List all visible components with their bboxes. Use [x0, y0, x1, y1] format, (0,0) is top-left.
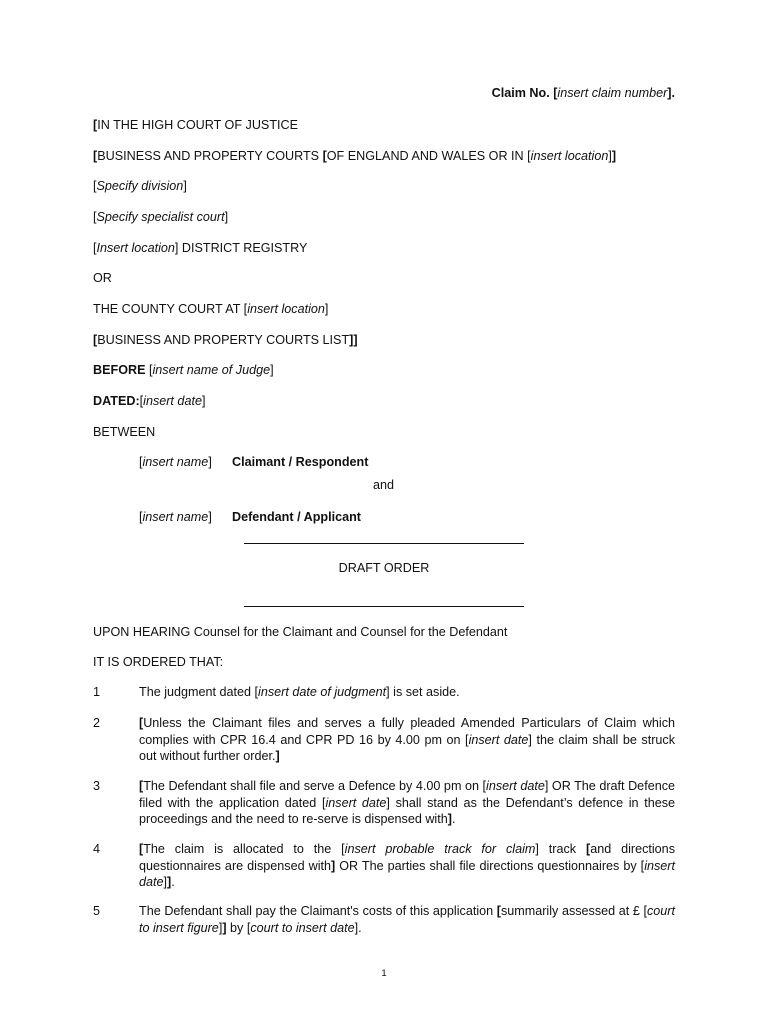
- paragraph-1: The judgment dated [insert date of judgment] is set aside.: [139, 685, 460, 699]
- defendant-role: Defendant / Applicant: [232, 510, 361, 524]
- paragraph-4: [The claim is allocated to the [insert probable track for claim] track [and directions questionnaires are dispensed with] OR The parties shall file directions questionnaires by [insert date]].: [139, 842, 675, 889]
- ordered-line: IT IS ORDERED THAT:: [93, 655, 224, 669]
- court-line-list: [BUSINESS AND PROPERTY COURTS LIST]]: [93, 333, 358, 347]
- paragraph-1-number: 1: [93, 685, 101, 699]
- paragraph-2-number: 2: [93, 716, 101, 730]
- court-line-county: THE COUNTY COURT AT [insert location]: [93, 302, 329, 316]
- claim-number: Claim No. [insert claim number].: [491, 86, 675, 100]
- between-line: BETWEEN: [93, 425, 156, 439]
- court-line-specialist: [Specify specialist court]: [93, 210, 229, 224]
- defendant-name-placeholder: [insert name]: [139, 510, 212, 524]
- upon-hearing-line: UPON HEARING Counsel for the Claimant and Counsel for the Defendant: [93, 625, 508, 639]
- court-line-division: [Specify division]: [93, 179, 187, 193]
- paragraph-3: [The Defendant shall file and serve a Defence by 4.00 pm on [insert date] OR The draft Defence filed with the application dated [insert date] shall stand as the Defendant’s defence in these proceedings and the need to re-serve is dispensed with].: [139, 779, 675, 826]
- paragraph-3-number: 3: [93, 779, 101, 793]
- and-separator: and: [373, 478, 395, 492]
- claimant-role: Claimant / Respondent: [232, 455, 369, 469]
- title-rule-top: [244, 543, 524, 544]
- paragraph-5-number: 5: [93, 904, 101, 918]
- court-line-high-court: [IN THE HIGH COURT OF JUSTICE: [93, 118, 299, 132]
- paragraph-5: The Defendant shall pay the Claimant's costs of this application [summarily assessed at £ [court to insert figure]] by [court to insert date].: [139, 904, 675, 935]
- dated-line: DATED:[insert date]: [93, 394, 206, 408]
- party-defendant: [0, 509, 768, 525]
- paragraph-4-number: 4: [93, 842, 101, 856]
- court-line-business-property: [BUSINESS AND PROPERTY COURTS [OF ENGLAND AND WALES OR IN [insert location]]: [93, 149, 617, 163]
- title-rule-bottom: [244, 606, 524, 607]
- court-line-district-registry: [Insert location] DISTRICT REGISTRY: [93, 241, 308, 255]
- before-line: BEFORE [insert name of Judge]: [93, 363, 274, 377]
- page-number: 1: [381, 968, 387, 979]
- claimant-name-placeholder: [insert name]: [139, 455, 212, 469]
- document-title: DRAFT ORDER: [338, 561, 430, 575]
- party-claimant: [0, 454, 768, 470]
- court-line-or: OR: [93, 271, 112, 285]
- paragraph-2: [Unless the Claimant files and serves a fully pleaded Amended Particulars of Claim which complies with CPR 16.4 and CPR PD 16 by 4.00 pm on [insert date] the claim shall be struck out without further order.]: [139, 716, 675, 763]
